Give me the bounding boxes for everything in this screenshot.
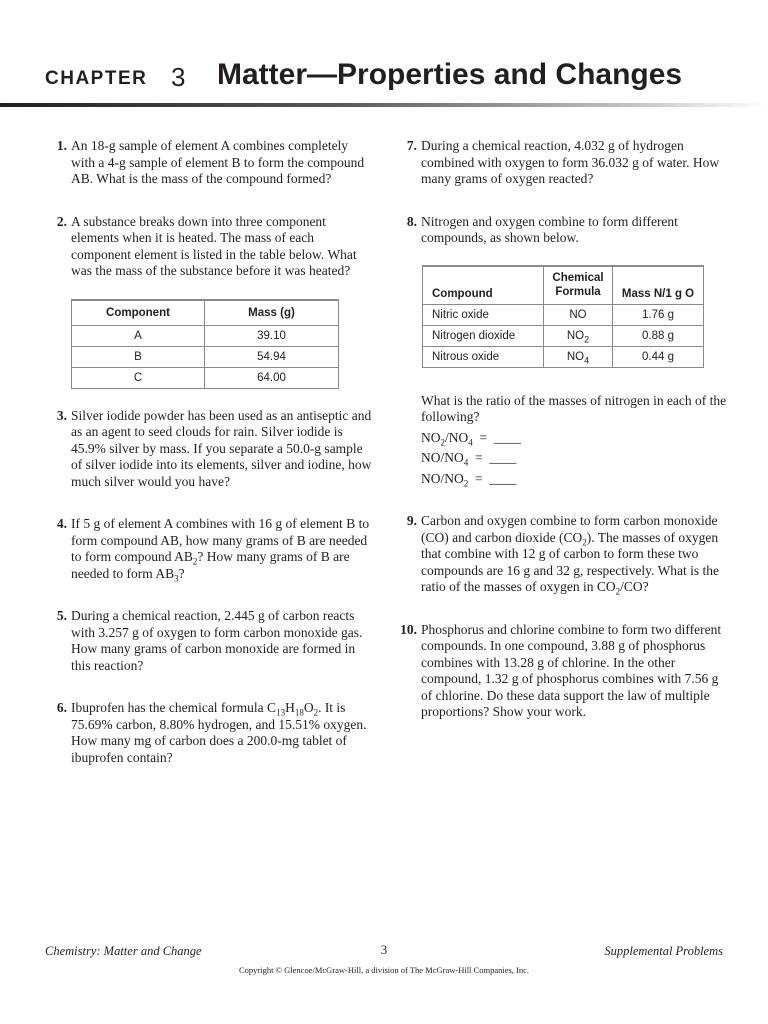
footer-section-title: Supplemental Problems — [604, 944, 723, 958]
problem-1 — [45, 138, 375, 188]
ratio-line: $NO_2/NO_4$ = ____ — [421, 429, 521, 448]
problem-text: Ibuprofen has the chemical formula $C_{13}H_{18}O_2$. It is 75.69% carbon, 8.80% hydrogen, and 15.51% oxygen. How many mg of carbon does a 200.0-mg tablet of ibuprofen contain? — [71, 700, 367, 765]
table-row — [72, 325, 339, 346]
table-row — [72, 346, 339, 367]
table-cell: $NO_4$ — [544, 346, 613, 367]
column-header: Chemical Formula — [544, 266, 613, 305]
ratio-line: $NO/NO_4$ = ____ — [421, 450, 517, 468]
problem-text: During a chemical reaction, 4.032 g of hydrogen combined with oxygen to form 36.032 g of water. How many grams of oxygen reacted? — [421, 138, 720, 186]
problem-number: 9. — [406, 513, 417, 528]
problem-text: Nitrogen and oxygen combine to form different compounds, as shown below. — [421, 213, 678, 245]
problem-8 — [395, 214, 730, 247]
problem-6 — [45, 700, 375, 766]
ratio-question: What is the ratio of the masses of nitrogen in each of the following? — [421, 392, 727, 424]
footer-book-title: Chemistry: Matter and Change — [45, 944, 202, 958]
chapter-label: CHAPTER — [45, 68, 148, 89]
column-header: Component — [72, 300, 205, 326]
problem-text: A substance breaks down into three component elements when it is heated. The mass of each component element is listed in the table below. What was the mass of the substance before it was heated? — [71, 213, 357, 278]
table-cell: Nitric oxide — [423, 304, 544, 325]
table-cell: 54.94 — [205, 346, 339, 367]
problem-3 — [45, 408, 375, 491]
problem-2 — [45, 214, 375, 280]
problem-number: 3. — [56, 407, 67, 423]
column-header: Mass (g) — [205, 300, 339, 326]
problem-7 — [395, 138, 730, 188]
column-header: Compound — [423, 266, 544, 305]
table-cell: A — [72, 325, 205, 346]
problem-number: 5. — [56, 608, 67, 623]
chapter-number: 3 — [171, 62, 186, 92]
page-title: Matter—Properties and Changes — [217, 58, 683, 91]
nitrogen-oxides-table — [422, 265, 704, 368]
table-row — [423, 346, 704, 367]
column-header: Mass N/1 g O — [613, 266, 704, 305]
right-column — [395, 138, 730, 721]
table-header-row — [423, 266, 704, 305]
problem-number: 6. — [56, 700, 67, 715]
table-cell: C — [72, 367, 205, 388]
copyright-line: Copyright © Glencoe/McGraw-Hill, a division of The McGraw-Hill Companies, Inc. — [238, 965, 530, 975]
table-cell: 1.76 g — [613, 304, 704, 325]
problem-text: An 18-g sample of element A combines completely with a 4-g sample of element B to form the compound AB. What is the mass of the compound formed? — [71, 138, 365, 186]
problem-number: 7. — [406, 138, 417, 153]
problem-text: Carbon and oxygen combine to form carbon monoxide (CO) and carbon dioxide $(CO_2)$. The masses of oxygen that combine with 12 g of carbon to form these two compounds are 16 g and 32 g, respectively. What is the ratio of the masses of oxygen in $CO_2/CO$? — [421, 513, 720, 597]
table-row — [423, 304, 704, 325]
problem-5 — [45, 608, 375, 674]
problem-text: Silver iodide powder has been used as an antiseptic and as an agent to seed clouds for rain. Silver iodide is 45.9% silver by mass. If you separate a 50.0-g sample of silver iodide into its elements, silver and iodine, how much silver would you have? — [71, 407, 372, 489]
page-number: 3 — [380, 943, 388, 957]
header-rule — [0, 103, 768, 107]
table-cell: B — [72, 346, 205, 367]
problem-text: During a chemical reaction, 2.445 g of carbon reacts with 3.257 g of oxygen to form carbon monoxide gas. How many grams of carbon monoxide are formed in this reaction? — [71, 608, 363, 673]
problem-4 — [45, 516, 375, 582]
problem-number: 4. — [56, 516, 67, 531]
table-cell: 0.44 g — [613, 346, 704, 367]
table-cell: NO — [544, 304, 613, 325]
problem-text: Phosphorus and chlorine combine to form two different compounds. In one compound, 3.88 g of phosphorus combines with 13.28 g of chlorine. In the other compound, 1.32 g of phosphorus combines with 7.56 g of chlorine. Do these data support the law of multiple proportions? Show your work. — [421, 621, 722, 719]
table-row — [423, 325, 704, 346]
table-row — [72, 367, 339, 388]
problem-number: 10. — [400, 621, 417, 637]
table-cell: 0.88 g — [613, 325, 704, 346]
component-mass-table — [71, 299, 339, 389]
left-column — [45, 138, 375, 766]
table-cell: 39.10 — [205, 325, 339, 346]
table-cell: $NO_2$ — [544, 325, 613, 346]
problem-9 — [395, 513, 730, 596]
problem-text: If 5 g of element A combines with 16 g of element B to form compound AB, how many grams of B are needed to form compound $AB_2$? How many grams of B are needed to form $AB_3$? — [71, 516, 370, 584]
table-header-row — [72, 300, 339, 326]
table-cell: Nitrogen dioxide — [423, 325, 544, 346]
table-cell: Nitrous oxide — [423, 346, 544, 367]
ratio-line: $NO/NO_2$ = ____ — [421, 470, 517, 489]
table-cell: 64.00 — [205, 367, 339, 388]
problem-number: 2. — [56, 213, 67, 229]
problem-10 — [395, 622, 730, 721]
problem-number: 1. — [56, 138, 67, 153]
problem-number: 8. — [406, 213, 417, 229]
